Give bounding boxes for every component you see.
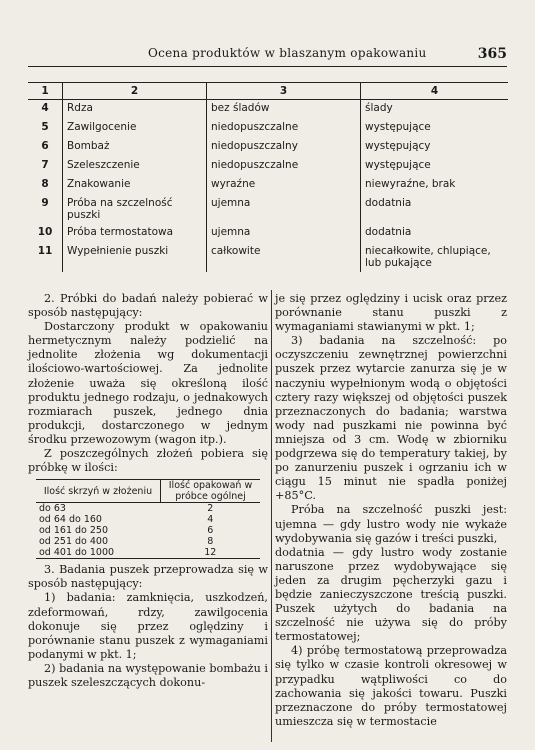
criterion-name: Wypełnienie puszki: [63, 243, 207, 272]
column-number: 1: [28, 83, 63, 100]
crate-range: od 401 do 1000: [36, 547, 161, 559]
paragraph: dodatnia — gdy lustro wody zostanie naruszone przez wydobywające się jeden za drugim pęcherzyki gazu i będzie zanieczyszczone treścią puszki. Puszek użytych do badania na szczelność nie używa się do próby termostatowej;: [275, 545, 507, 644]
package-count: 2: [207, 503, 214, 515]
sample-table-row: [36, 514, 260, 525]
failing-value: niecałkowite, chlupiące, lub pukające: [365, 245, 491, 269]
row-number: 9: [28, 195, 63, 224]
table-row: [28, 100, 508, 120]
crate-range: od 64 do 160: [39, 514, 102, 526]
required-value: bez śladów: [207, 100, 361, 120]
paragraph: Z poszczególnych złożeń pobiera się próbkę w ilości:: [28, 447, 268, 475]
required-value: wyraźne: [207, 176, 361, 195]
required-value: niedopuszczalne: [207, 119, 361, 138]
paragraph: 2) badania na występowanie bombażu i puszek szeleszczących dokonu-: [28, 661, 268, 689]
criterion-name: Znakowanie: [63, 176, 207, 195]
paragraph: 2. Próbki do badań należy pobierać w sposób następujący:: [28, 292, 268, 320]
table-row: [28, 138, 508, 157]
row-number: 5: [28, 119, 63, 138]
failing-value: dodatnia: [365, 226, 412, 238]
required-value: ujemna: [207, 195, 361, 224]
column-number: 4: [361, 83, 509, 100]
column-divider: [271, 290, 272, 742]
column-number: 3: [207, 83, 361, 100]
criterion-name: Próba na szczelność puszki: [63, 195, 207, 224]
package-count: 8: [207, 536, 214, 548]
column-number-row: [28, 83, 508, 100]
sample-table-header: [36, 480, 260, 503]
failing-value: ślady: [365, 102, 393, 114]
crate-range: od 161 do 250: [39, 525, 109, 537]
required-value: niedopuszczalny: [207, 138, 361, 157]
required-value: całkowite: [207, 243, 361, 272]
row-number: 8: [28, 176, 63, 195]
criterion-name: Zawilgocenie: [63, 119, 207, 138]
right-column: [275, 292, 507, 729]
paragraph: 1) badania: zamknięcia, uszkodzeń, zdeformowań, rdzy, zawilgocenia dokonuje się przez oględziny i porównanie stanu puszek z wymaganiami podanymi w pkt. 1;: [28, 591, 268, 661]
sample-table-row: [36, 503, 260, 515]
column-number: 2: [63, 83, 207, 100]
sample-size-table: [36, 479, 260, 559]
sample-table-row: [36, 536, 260, 547]
page-number: 365: [477, 46, 507, 62]
quality-table: [28, 82, 508, 272]
crate-range: od 251 do 400: [39, 536, 109, 548]
package-count: 6: [207, 525, 214, 537]
paragraph: Próba na szczelność puszki jest: ujemna — gdy lustro wody nie wykaże wydobywania się gazów i treści puszki,: [275, 503, 507, 545]
required-value: ujemna: [207, 224, 361, 243]
paragraph: je się przez oględziny i ucisk oraz przez porównanie stanu puszki z wymaganiami stawianymi w pkt. 1;: [275, 292, 507, 334]
table-row: [28, 195, 508, 224]
criterion-name: Rdza: [63, 100, 207, 120]
paragraph: 3. Badania puszek przeprowadza się w sposób następujący:: [28, 563, 268, 591]
paragraph: 4) próbę termostatową przeprowadza się tylko w czasie kontroli okresowej w przypadku wątpliwości co do zachowania się jakości towaru. Puszki przeznaczone do próby termostatowej umieszcza się w termostacie: [275, 644, 507, 728]
failing-value: dodatnia: [365, 197, 412, 209]
sample-table-row: [36, 547, 260, 559]
page-header: [28, 46, 507, 64]
header-rule: [28, 66, 507, 67]
failing-value: występujące: [365, 159, 431, 171]
criterion-name: Bombaż: [63, 138, 207, 157]
failing-value: występujące: [365, 121, 431, 133]
running-title: Ocena produktów w blaszanym opakowaniu: [148, 46, 427, 60]
row-number: 6: [28, 138, 63, 157]
failing-value: niewyraźne, brak: [365, 178, 456, 190]
sample-table-row: [36, 525, 260, 536]
package-count: 12: [161, 547, 261, 559]
criterion-name: Próba termostatowa: [63, 224, 207, 243]
header-cell: Ilość skrzyń w złożeniu: [36, 480, 161, 503]
table-row: [28, 157, 508, 176]
required-value: niedopuszczalne: [207, 157, 361, 176]
row-number: 4: [28, 100, 63, 120]
package-count: 4: [207, 514, 214, 526]
criterion-name: Szeleszczenie: [63, 157, 207, 176]
row-number: 7: [28, 157, 63, 176]
row-number: 11: [28, 243, 63, 272]
table-row: [28, 119, 508, 138]
left-column: [28, 292, 268, 690]
failing-value: występujący: [365, 140, 431, 152]
header-cell: Ilość opakowań w próbce ogólnej: [161, 480, 261, 503]
table-row: [28, 224, 508, 243]
paragraph: 3) badania na szczelność: po oczyszczeniu zewnętrznej powierzchni puszek przez wytarcie zanurza się je w naczyniu wypełnionym wodą o objętości cztery razy większej od objętości puszek przeznaczonych do badania; warstwa wody nad puszkami nie powinna być mniejsza od 3 cm. Wodę w zbiorniku podgrzewa się do temperatury takiej, by po zanurzeniu puszek i ogrzaniu ich w ciągu 15 minut nie spadła poniżej +85°C.: [275, 334, 507, 503]
crate-range: do 63: [39, 503, 66, 515]
paragraph: Dostarczony produkt w opakowaniu hermetycznym należy podzielić na jednolite złożenia wg dokumentacji ilościowo-wartościowej. Za jednolite złożenie uważa się określoną ilość produktu jednego rodzaju, o jednakowych rozmiarach puszek, jednego dnia produkcji, dostarczonego w jednym środku przewozowym (wagon itp.).: [28, 320, 268, 446]
table-row: [28, 243, 508, 272]
table-row: [28, 176, 508, 195]
row-number: 10: [28, 224, 63, 243]
